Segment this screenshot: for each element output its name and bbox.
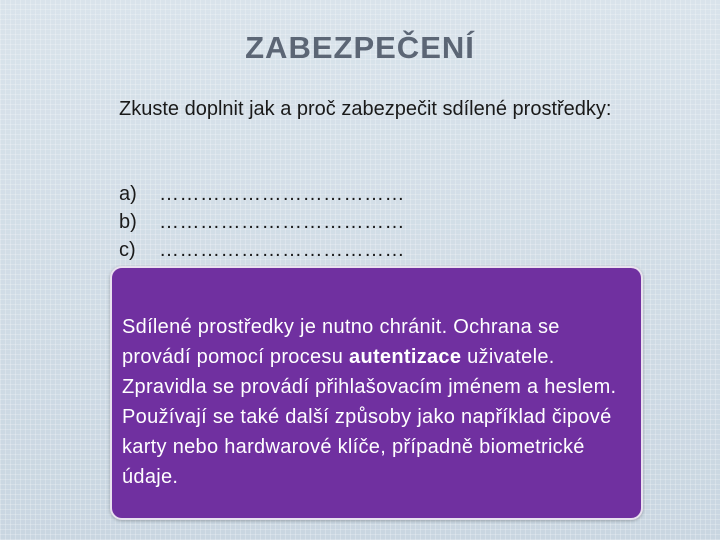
info-text-after: uživatele. Zpravidla se provádí přihlašovacím jménem a heslem. Používají se také další způsoby jako například čipové karty nebo hardwarové klíče, případně biometrické údaje. bbox=[122, 346, 617, 488]
list-marker: a) bbox=[119, 183, 137, 205]
slide-title: ZABEZPEČENÍ bbox=[245, 30, 475, 65]
info-text-before: Sdílené prostředky je nutno chránit. Ochrana se provádí pomocí procesu bbox=[122, 316, 560, 368]
list-item-blank: ……………………………… bbox=[159, 239, 405, 261]
info-highlight: autentizace bbox=[349, 346, 462, 368]
info-box bbox=[110, 266, 643, 520]
list-item bbox=[119, 236, 539, 264]
intro-text: Zkuste doplnit jak a proč zabezpečit sdílené prostředky: bbox=[119, 98, 612, 120]
list-marker: c) bbox=[119, 239, 136, 261]
list-item bbox=[119, 180, 539, 208]
list-item-blank: ……………………………… bbox=[159, 183, 405, 205]
list-item bbox=[119, 208, 539, 236]
list-item-blank: ……………………………… bbox=[159, 211, 405, 233]
answer-list bbox=[119, 180, 539, 264]
list-marker: b) bbox=[119, 211, 137, 233]
